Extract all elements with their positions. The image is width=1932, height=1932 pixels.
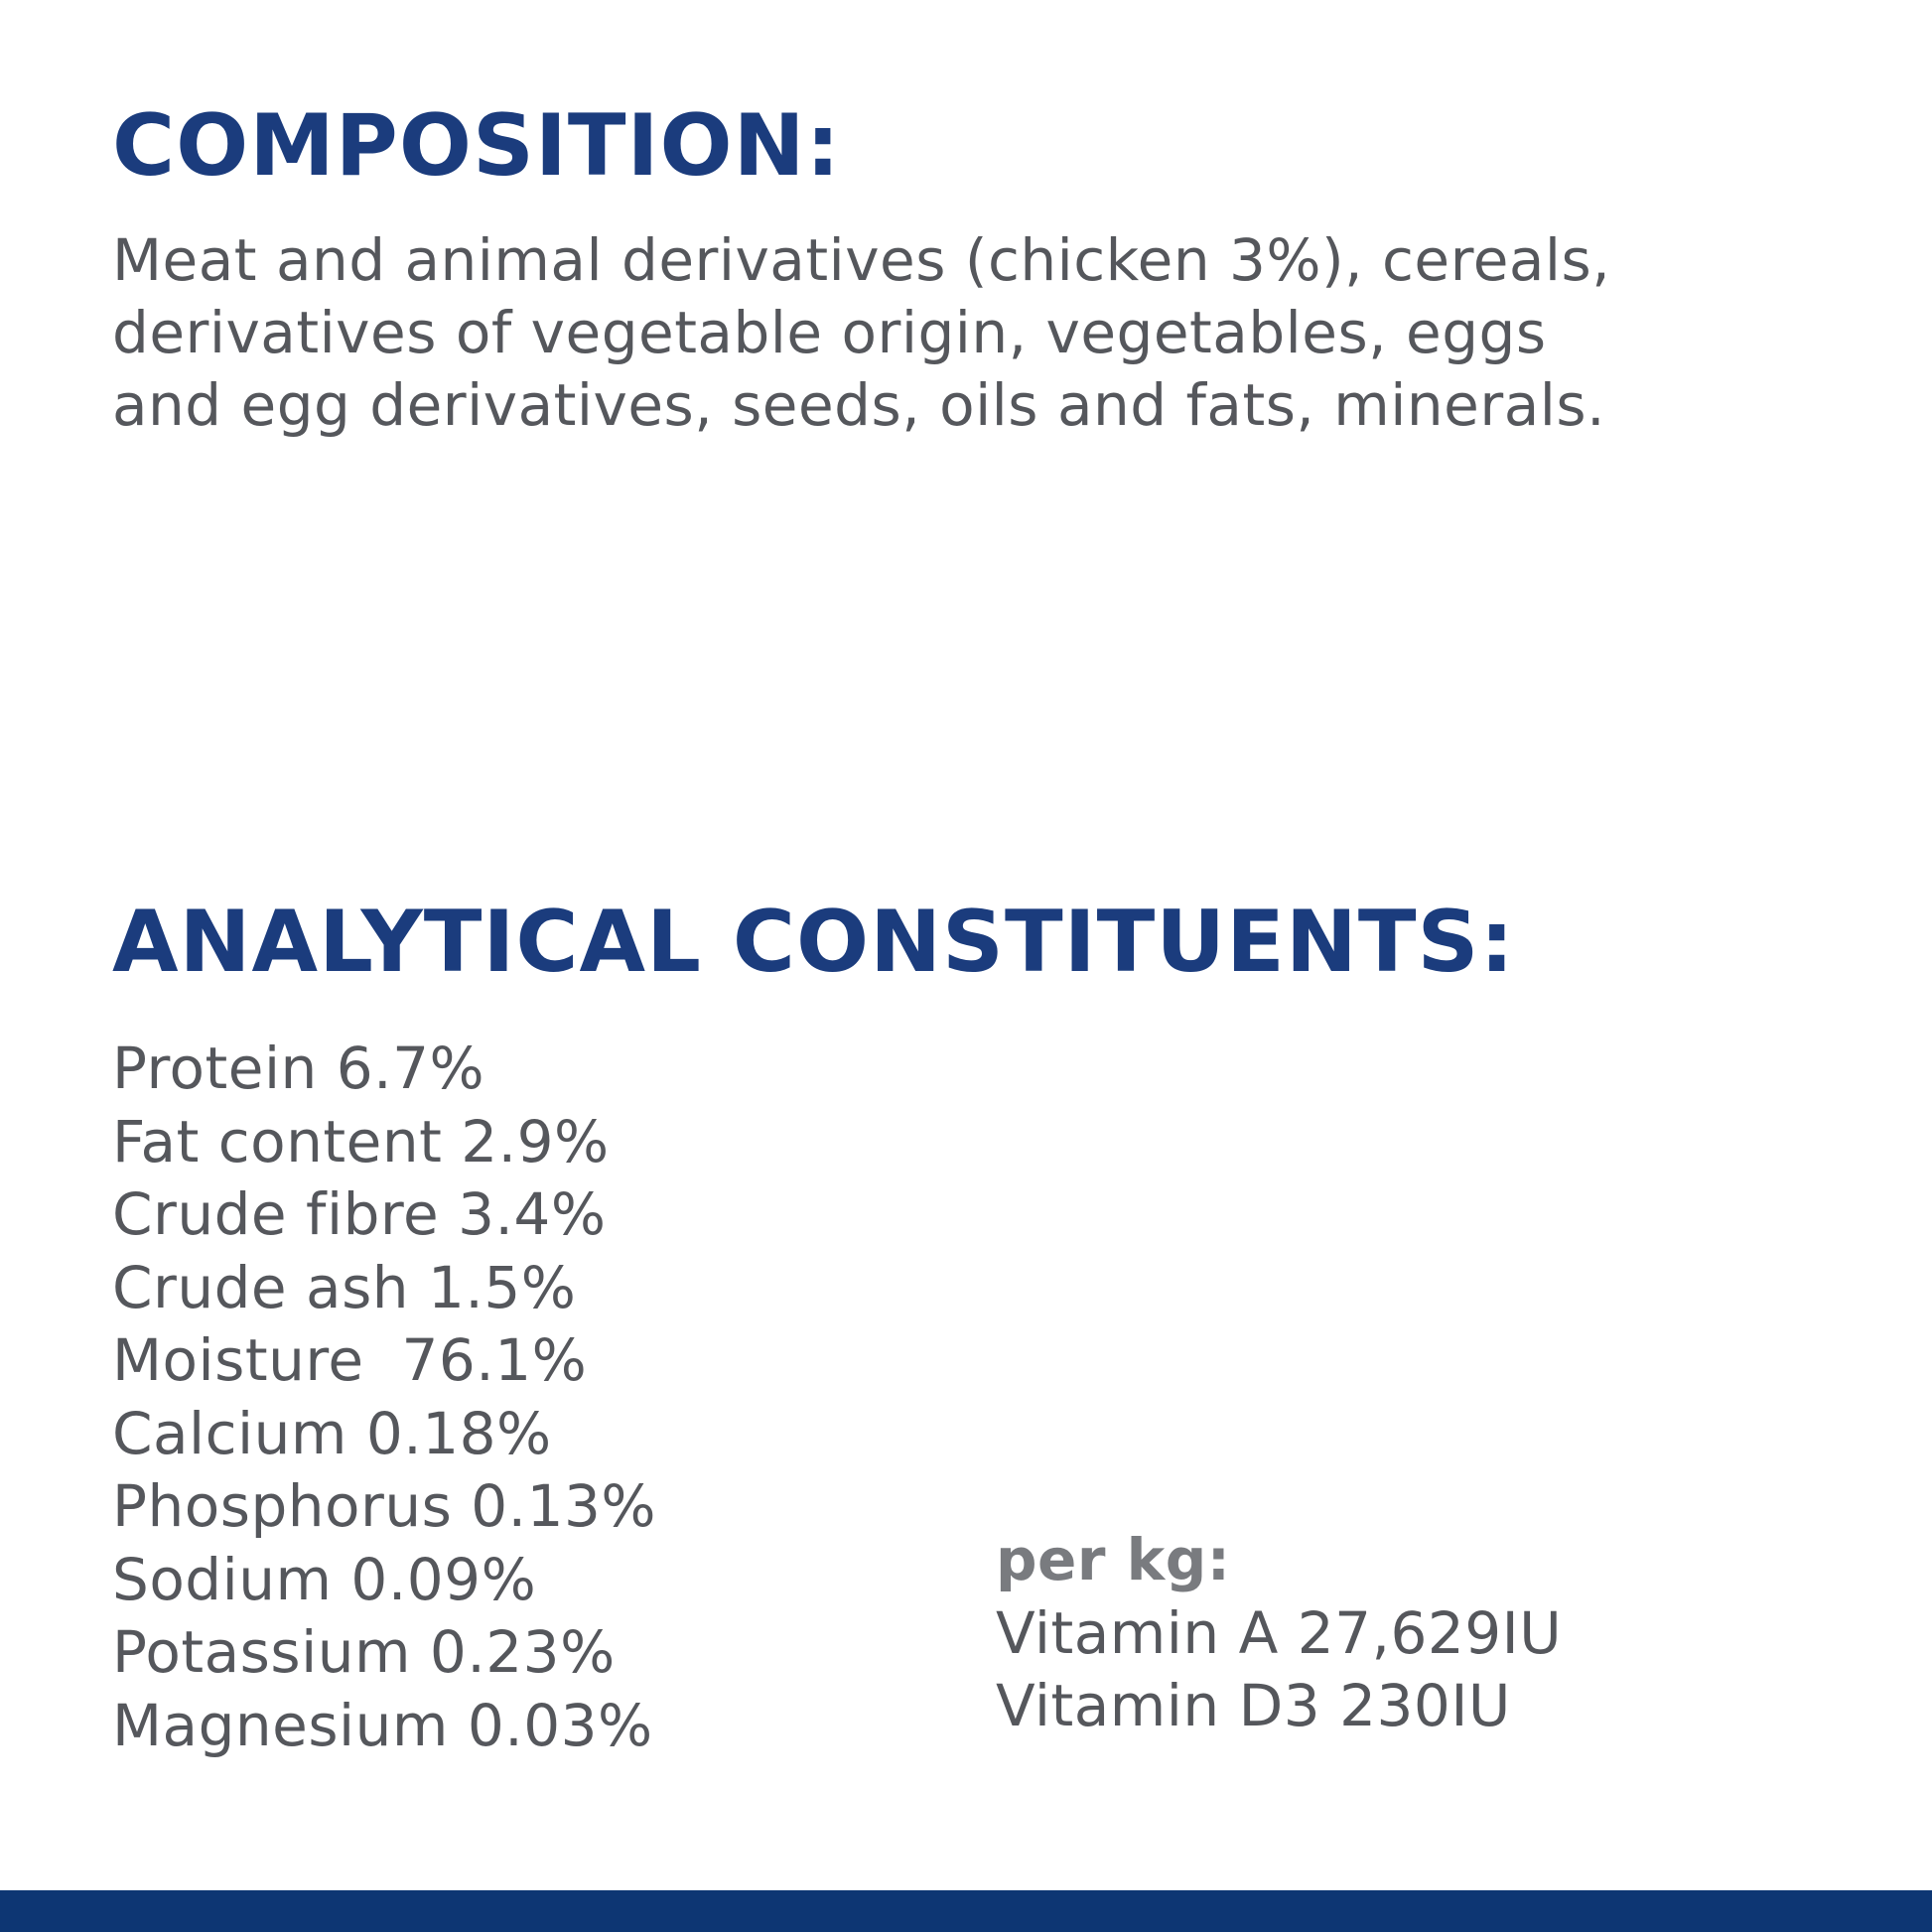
analytical-item-crude-fibre: Crude fibre 3.4% [112, 1180, 607, 1248]
composition-body [112, 224, 1610, 442]
composition-body-line: and egg derivatives, seeds, oils and fats, minerals. [112, 371, 1606, 439]
per-kg-item-vitamin-a: Vitamin A 27,629IU [996, 1598, 1563, 1667]
per-kg-item-vitamin-d3: Vitamin D3 230IU [996, 1672, 1511, 1739]
composition-body-line: derivatives of vegetable origin, vegetables, eggs [112, 299, 1547, 366]
analytical-constituents-heading: ANALYTICAL CONSTITUENTS: [112, 893, 1515, 992]
per-kg-section [996, 1524, 1562, 1743]
analytical-item-phosphorus: Phosphorus 0.13% [112, 1472, 657, 1540]
analytical-item-fat-content: Fat content 2.9% [112, 1107, 610, 1175]
analytical-item-magnesium: Magnesium 0.03% [112, 1691, 653, 1759]
analytical-item-potassium: Potassium 0.23% [112, 1618, 616, 1686]
footer-accent-bar [0, 1890, 1932, 1932]
analytical-item-moisture: Moisture 76.1% [112, 1326, 588, 1394]
analytical-item-calcium: Calcium 0.18% [112, 1399, 552, 1467]
analytical-item-protein: Protein 6.7% [112, 1035, 485, 1102]
analytical-item-crude-ash: Crude ash 1.5% [112, 1253, 577, 1321]
composition-heading: COMPOSITION: [112, 96, 842, 196]
analytical-item-sodium: Sodium 0.09% [112, 1545, 537, 1613]
composition-body-line: Meat and animal derivatives (chicken 3%), cereals, [112, 226, 1611, 294]
per-kg-label: per kg: [996, 1526, 1231, 1593]
analytical-constituents-list [112, 1033, 656, 1762]
